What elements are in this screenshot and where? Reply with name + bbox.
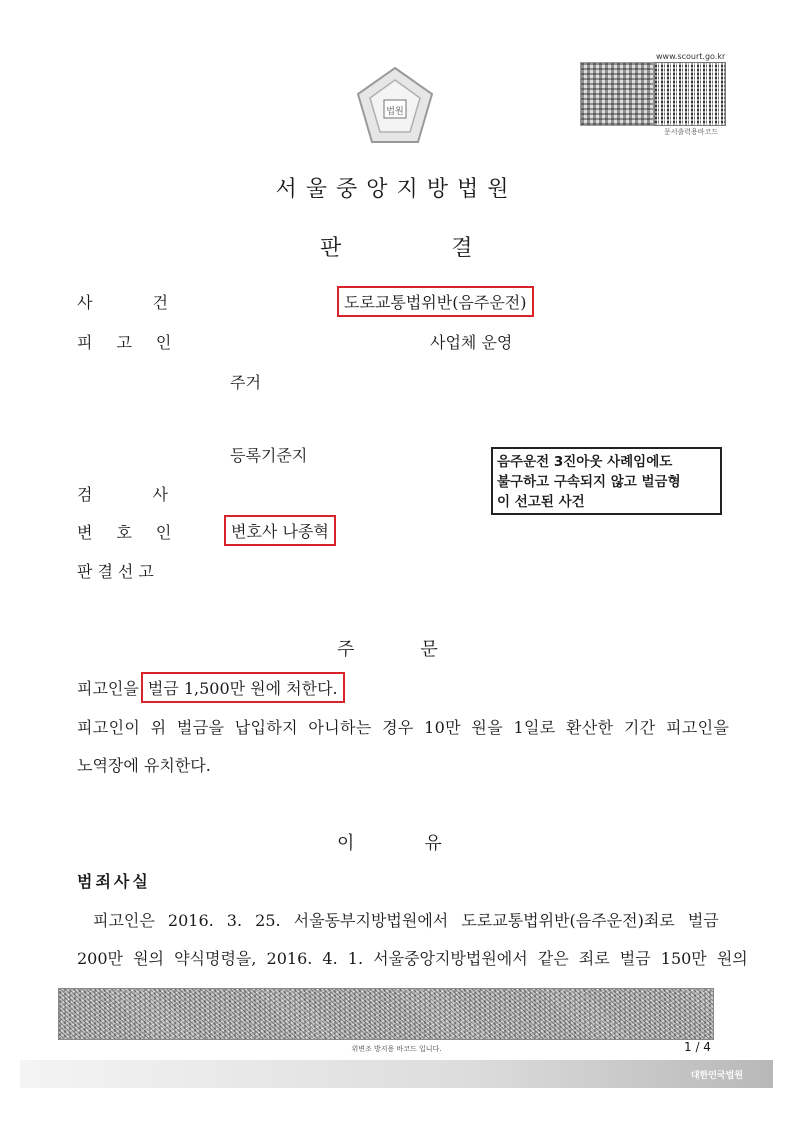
- document-title: 판결: [320, 236, 583, 261]
- facts-line-1: 피고인은 2016. 3. 25. 서울동부지방법원에서 도로교통법위반(음주운전)죄로 벌금: [93, 911, 719, 930]
- court-name: 서울중앙지방법원: [275, 177, 518, 202]
- order-prefix: 피고인을: [77, 679, 139, 698]
- reason-heading: 이유: [337, 833, 512, 854]
- site-url: www.scourt.go.kr: [656, 52, 726, 61]
- facts-line-2: 200만 원의 약식명령을, 2016. 4. 1. 서울중앙지방법원에서 같은 죄로 벌금 150만 원의: [77, 949, 748, 968]
- annotation-box: [491, 447, 722, 515]
- footer-caption: 위변조 방지용 바코드 입니다.: [351, 1045, 442, 1053]
- judgment-date-label: 판결선고: [77, 562, 159, 581]
- prosecutor-label: 검사: [77, 485, 228, 504]
- crime-facts-heading: 범죄사실: [77, 872, 151, 891]
- address-label: 주거: [230, 373, 261, 392]
- defendant-label: 피고인: [77, 333, 196, 352]
- order-line-3: 노역장에 유치한다.: [77, 756, 211, 775]
- footer-band: [20, 1060, 773, 1088]
- barcode-icon: [654, 62, 726, 126]
- anti-forgery-barcode-strip: [58, 988, 714, 1040]
- lawyer-label: 변호인: [77, 523, 196, 542]
- page-number: 1 / 4: [684, 1040, 711, 1054]
- lawyer-value: 변호사 나종혁: [224, 515, 336, 546]
- order-fine: 벌금 1,500만 원에 처한다.: [141, 672, 345, 703]
- defendant-occupation: 사업체 운영: [430, 333, 513, 352]
- court-emblem-icon: [352, 64, 438, 150]
- order-line-1: [77, 672, 345, 703]
- emblem-text: 법원: [386, 107, 404, 117]
- footer-band-label: 대한민국법원: [690, 1071, 743, 1081]
- case-value: 도로교통법위반(음주운전): [337, 286, 534, 317]
- annotation-line-2: 불구하고 구속되지 않고 벌금형: [497, 474, 681, 490]
- case-label: 사건: [77, 293, 228, 312]
- order-heading: 주문: [337, 639, 504, 660]
- annotation-line-3: 이 선고된 사건: [497, 494, 585, 510]
- qr-code-icon: [580, 62, 654, 126]
- registered-domicile-label: 등록기준지: [230, 446, 308, 465]
- barcode-caption: 문서출력용바코드: [664, 128, 719, 136]
- annotation-line-1: 음주운전 3진아웃 사례임에도: [497, 454, 673, 470]
- order-line-2: 피고인이 위 벌금을 납입하지 아니하는 경우 10만 원을 1일로 환산한 기간 피고인을: [77, 718, 730, 737]
